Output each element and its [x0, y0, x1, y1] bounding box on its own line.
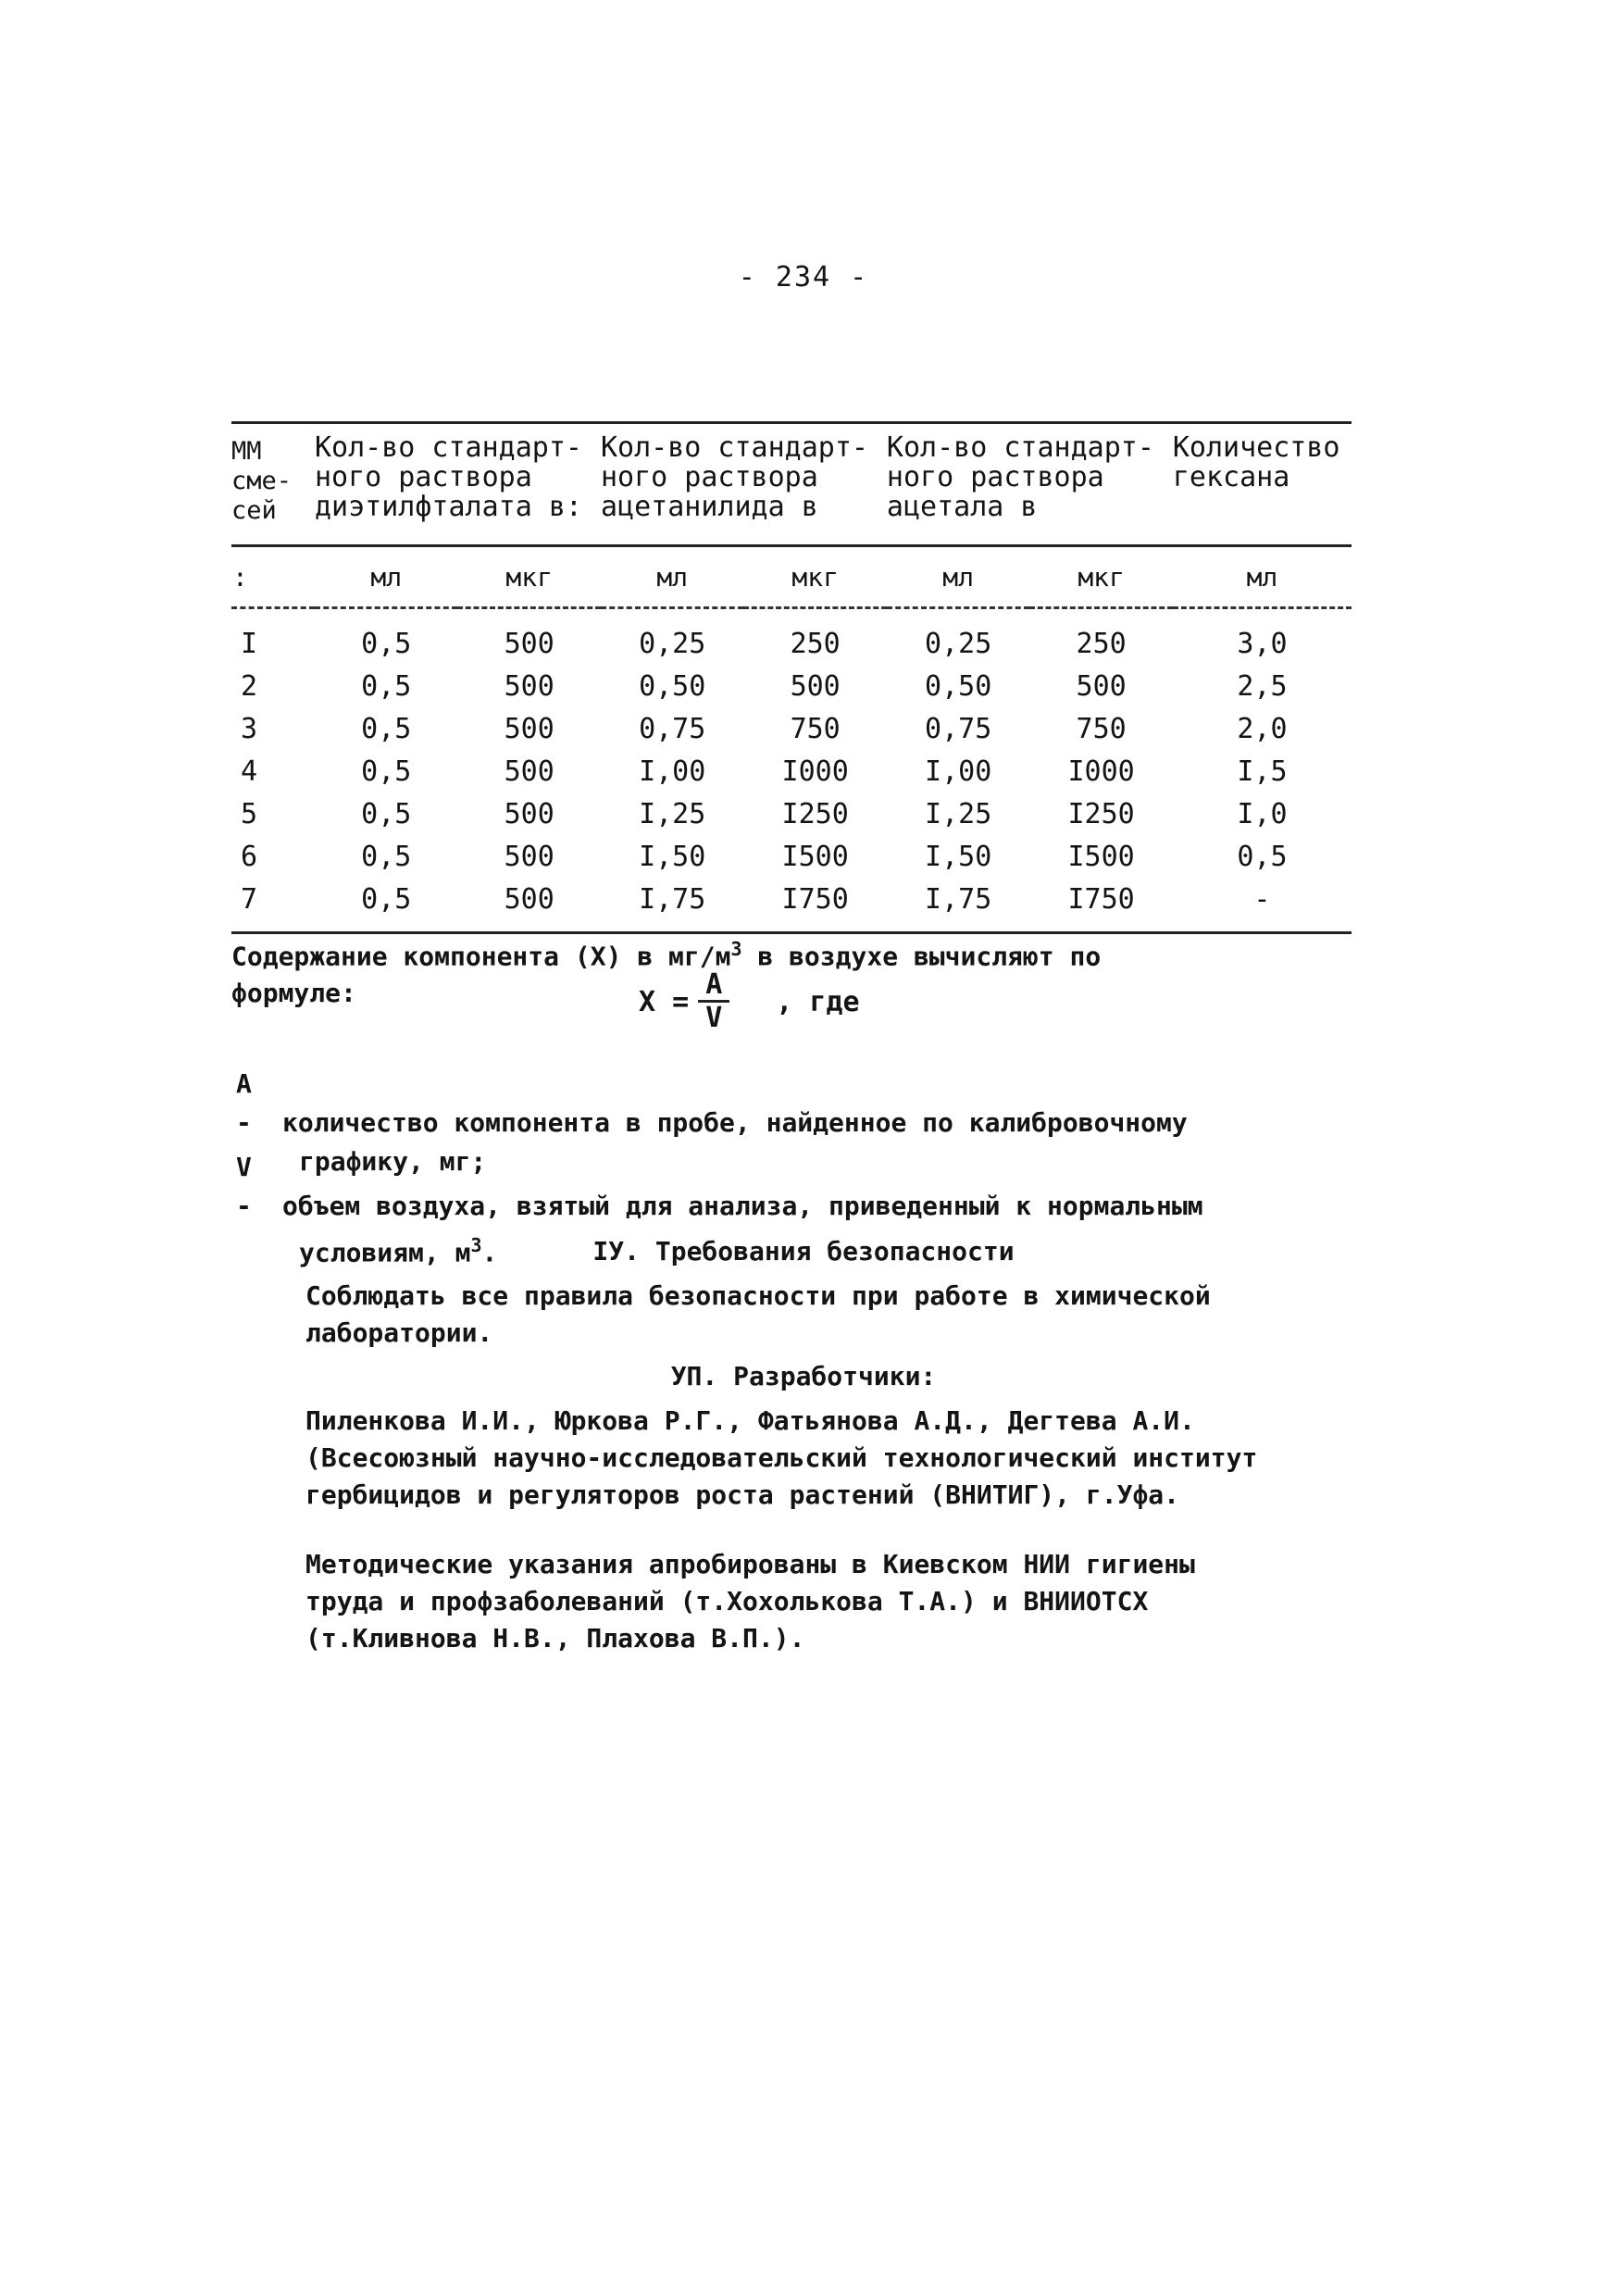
- table-cell: 500: [504, 840, 554, 873]
- unit-cell: мл: [1173, 546, 1352, 608]
- table-cell: I250: [1067, 797, 1135, 830]
- safety-text: Соблюдать все правила безопасности при работе в химической лаборатории.: [305, 1280, 1211, 1348]
- table-cell: 0,50: [925, 669, 992, 703]
- mixtures-table: [231, 421, 1352, 934]
- mixture-number-cell: 5: [241, 797, 258, 830]
- table-cell: I,25: [639, 797, 706, 830]
- mixture-number-cell: 2: [241, 669, 258, 703]
- table-cell: 0,50: [639, 669, 706, 703]
- table-cell: I,75: [887, 878, 1029, 933]
- table-cell: I500: [781, 840, 849, 873]
- table-cell: 500: [504, 712, 554, 745]
- formula-intro-line1: Содержание компонента (X) в $мг/м^3$ в воздухе вычисляют по: [231, 938, 1102, 972]
- table-cell: I750: [1029, 878, 1172, 933]
- unit-cell: мл: [887, 546, 1029, 608]
- table-cell: I,50: [925, 840, 992, 873]
- table-cell: 500: [1076, 669, 1127, 703]
- table-body: [231, 608, 1352, 933]
- formula-numerator: A: [698, 970, 729, 1003]
- table-cell: I,50: [639, 840, 706, 873]
- unit-cell: мл: [601, 546, 743, 608]
- table-cell: 0,5: [315, 878, 457, 933]
- developers-text: Пиленкова И.И., Юркова Р.Г., Фатьянова А.Д., Дегтева А.И. (Всесоюзный научно-исследовательский технологический институт гербицидов и регуляторов роста растений (ВНИТИГ), г.Уфа.: [305, 1405, 1258, 1510]
- formula: [639, 970, 860, 1034]
- table-cell: I000: [1067, 755, 1135, 788]
- table-row: [231, 750, 1352, 792]
- table-row: [231, 608, 1352, 666]
- table-cell: I,00: [639, 755, 706, 788]
- table-cell: 0,5: [361, 755, 412, 788]
- mixture-number-cell: 6: [241, 840, 258, 873]
- definition-symbol: V -: [236, 1152, 252, 1221]
- page-number: - 234 -: [738, 261, 869, 293]
- table-row: [231, 665, 1352, 707]
- unit-cell: мкг: [457, 546, 600, 608]
- table-cell: I500: [1067, 840, 1135, 873]
- table-cell: I,25: [925, 797, 992, 830]
- unit-cell: мкг: [743, 546, 886, 608]
- table-cell: I,0: [1237, 797, 1288, 830]
- table-cell: 500: [790, 669, 841, 703]
- definition-text: объем воздуха, взятый для анализа, приведенный к нормальным: [282, 1191, 1203, 1221]
- table-cell: 0,5: [361, 669, 412, 703]
- header-acetanilide: Кол-во стандарт- ного раствора ацетанилида в: [601, 423, 887, 546]
- table-cell: 3,0: [1237, 627, 1288, 660]
- table-cell: 0,75: [925, 712, 992, 745]
- unit-cell: мл: [315, 546, 457, 608]
- table-cell: 500: [457, 878, 600, 933]
- table-cell: I750: [743, 878, 886, 933]
- table-cell: 500: [504, 669, 554, 703]
- table-row: [231, 878, 1352, 933]
- table-cell: 0,5: [361, 712, 412, 745]
- table-header-row: [231, 423, 1352, 546]
- table-cell: 500: [504, 627, 554, 660]
- formula-denominator: V: [705, 1002, 723, 1034]
- table-cell: I,5: [1237, 755, 1288, 788]
- mixture-number-cell: I: [241, 627, 258, 660]
- table-cell: 0,5: [361, 797, 412, 830]
- table-cell: I,75: [601, 878, 743, 933]
- header-mixture-number: ММ сме- сей: [231, 423, 315, 546]
- table-cell: 750: [790, 712, 841, 745]
- definition-text-cont: графику, мг;: [299, 1146, 487, 1177]
- table-cell: 500: [504, 755, 554, 788]
- formula-suffix: , где: [776, 986, 860, 1018]
- table-cell: 0,5: [1237, 840, 1288, 873]
- table-cell: 750: [1076, 712, 1127, 745]
- table-cell: 2,5: [1237, 669, 1288, 703]
- table-row: [231, 835, 1352, 878]
- definition-symbol: A -: [236, 1068, 252, 1138]
- table-row: [231, 792, 1352, 835]
- table-cell: I250: [781, 797, 849, 830]
- table-cell: 0,5: [361, 627, 412, 660]
- developers-heading: УП. Разработчики:: [670, 1361, 937, 1391]
- formula-intro-line2: формуле:: [231, 978, 356, 1009]
- formula-lhs: X =: [639, 986, 690, 1018]
- table-cell: I000: [781, 755, 849, 788]
- table-cell: 250: [790, 627, 841, 660]
- table-cell: 250: [1076, 627, 1127, 660]
- table-units-row: [231, 546, 1352, 608]
- header-hexane: Количество гексана: [1173, 423, 1352, 546]
- unit-cell: мкг: [1029, 546, 1172, 608]
- table-cell: 2,0: [1237, 712, 1288, 745]
- mixture-number-cell: 3: [241, 712, 258, 745]
- table-row: [231, 707, 1352, 750]
- table-cell: 500: [504, 797, 554, 830]
- mixture-number-cell: 7: [231, 878, 315, 933]
- definition-text-cont: условиям, $м^3$.: [299, 1234, 498, 1268]
- mixture-number-cell: 4: [241, 755, 258, 788]
- table-cell: 0,75: [639, 712, 706, 745]
- table-cell: I,00: [925, 755, 992, 788]
- table-cell: 0,25: [639, 627, 706, 660]
- safety-heading: IУ. Требования безопасности: [592, 1236, 1015, 1267]
- header-diethylphthalate: Кол-во стандарт- ного раствора диэтилфталата в:: [315, 423, 601, 546]
- formula-fraction: [698, 970, 729, 1034]
- table-cell: 0,25: [925, 627, 992, 660]
- table-cell: -: [1173, 878, 1352, 933]
- table-cell: 0,5: [361, 840, 412, 873]
- definition-text: количество компонента в пробе, найденное по калибровочному: [282, 1107, 1188, 1138]
- header-acetal: Кол-во стандарт- ного раствора ацетала в: [887, 423, 1173, 546]
- unit-cell: :: [231, 546, 315, 608]
- approval-text: Методические указания апробированы в Киевском НИИ гигиены труда и профзаболеваний (т.Хохолькова Т.А.) и ВНИИОТСХ (т.Кливнова Н.В., Плахова В.П.).: [305, 1549, 1195, 1653]
